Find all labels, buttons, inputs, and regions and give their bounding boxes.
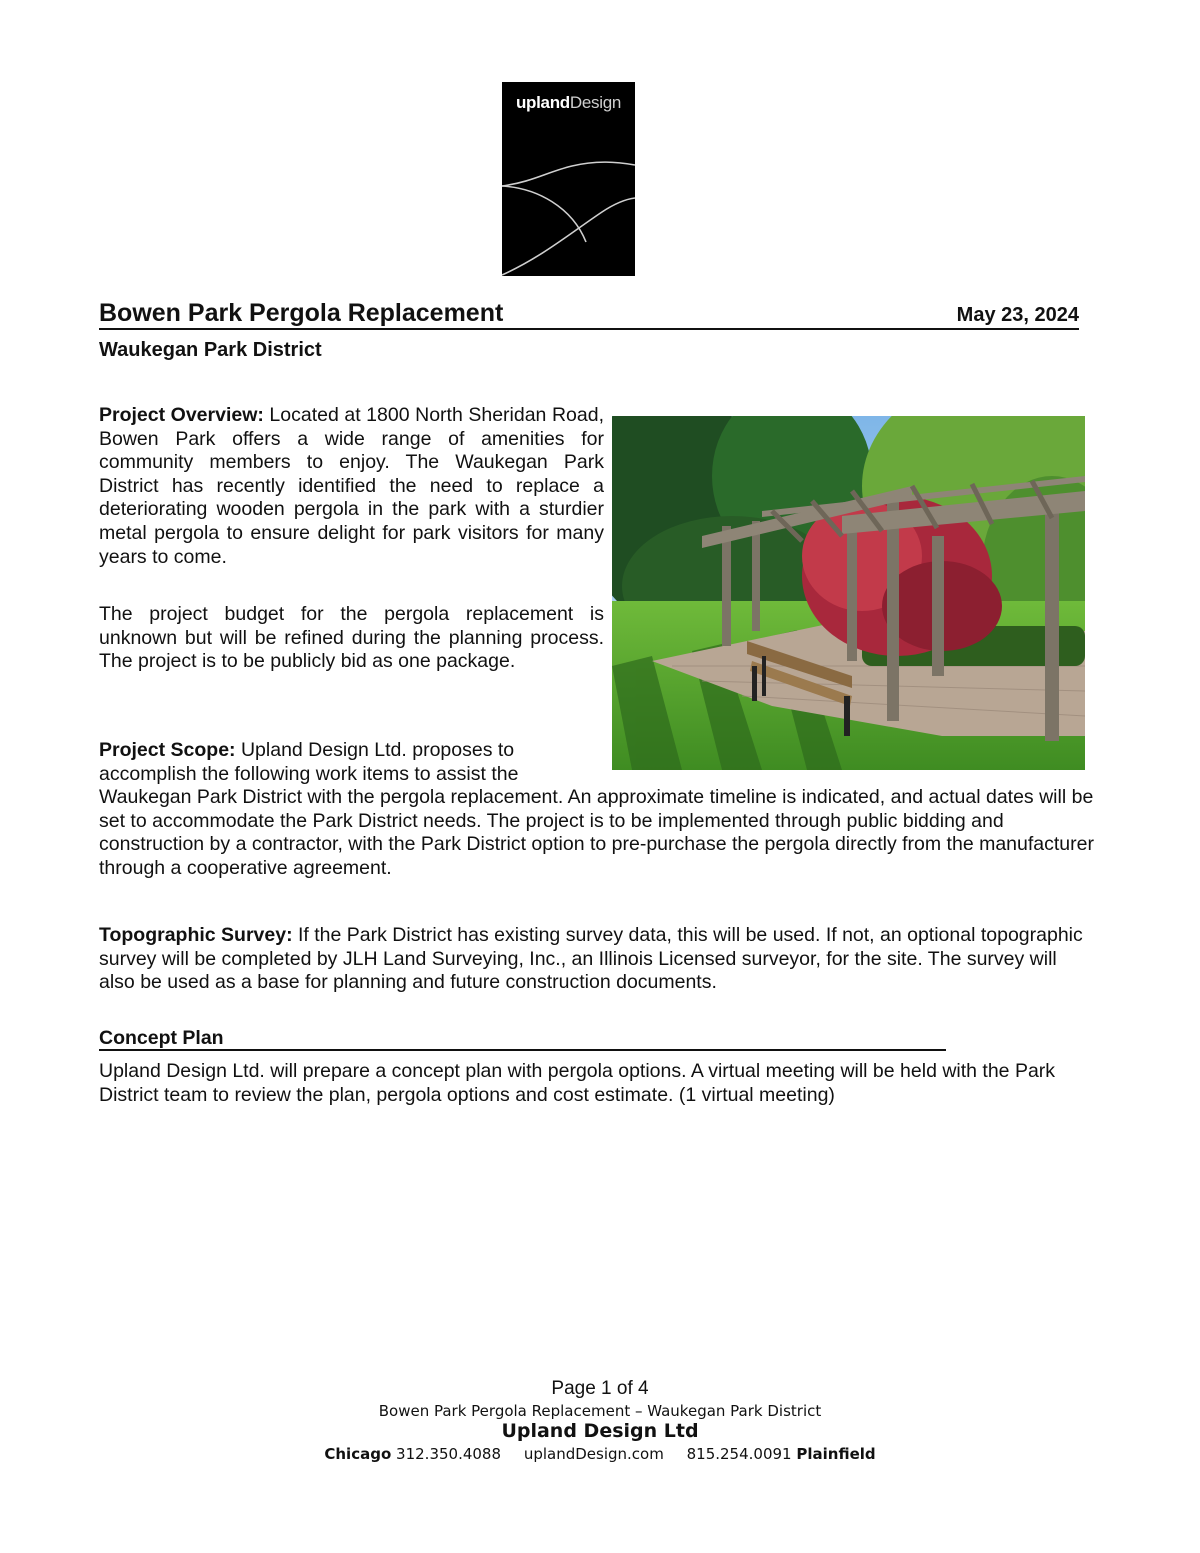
footer-document-title: Bowen Park Pergola Replacement – Waukegan Park District: [378, 1402, 822, 1420]
pergola-photo: [612, 416, 1085, 770]
footer-city-left: Chicago: [324, 1445, 392, 1463]
logo-wordmark: uplandDesign: [515, 93, 622, 112]
project-scope-paragraph: Waukegan Park District with the pergola replacement. An approximate timeline is indicated, and actual dates will be set to accommodate the Park District needs. The project is to be implemented through public bidding and construction by a contractor, with the Park District option to pre-purchase the pergola directly from the manufacturer through a cooperative agreement.: [99, 786, 1094, 879]
document-header: [99, 298, 1079, 330]
footer-phone-right: 815.254.0091: [686, 1445, 792, 1463]
page-number: Page 1 of 4: [551, 1378, 649, 1399]
project-overview-paragraph: [99, 404, 604, 569]
footer-contact-line: [0, 1445, 1200, 1463]
footer-website-link[interactable]: uplandDesign.com: [523, 1445, 664, 1463]
project-scope-lead: Project Scope: Upland Design Ltd. proposes to accomplish the following work items to assist the: [99, 739, 519, 785]
concept-plan-paragraph: Upland Design Ltd. will prepare a concept plan with pergola options. A virtual meeting will be held with the Park District team to review the plan, pergola options and cost estimate. (1 virtual meeting): [99, 1060, 1056, 1106]
page-title: Bowen Park Pergola Replacement: [99, 298, 1079, 330]
project-overview-text: Located at 1800 North Sheridan Road, Bowen Park offers a wide range of amenities for community members to enjoy. The Waukegan Park District has recently identified the need to replace a deteriorating wooden pergola in the park with a sturdier metal pergola to ensure delight for park visitors for many years to come.: [99, 404, 604, 568]
logo-hills-graphic: [502, 82, 635, 276]
project-overview-label: Project Overview:: [99, 404, 264, 426]
project-scope-label: Project Scope:: [99, 739, 236, 761]
budget-paragraph: The project budget for the pergola replacement is unknown but will be refined during the planning process. The project is to be publicly bid as one package.: [99, 603, 604, 673]
topographic-survey-label: Topographic Survey:: [99, 924, 293, 946]
company-logo: [502, 82, 635, 276]
footer-phone-left: 312.350.4088: [396, 1445, 502, 1463]
footer-company-name: Upland Design Ltd: [501, 1420, 699, 1442]
document-date: May 23, 2024: [956, 304, 1079, 326]
footer-city-right: Plainfield: [796, 1445, 876, 1463]
client-name: Waukegan Park District: [99, 339, 322, 361]
topographic-survey-paragraph: Topographic Survey: If the Park District has existing survey data, this will be used. If not, an optional topographic survey will be completed by JLH Land Surveying, Inc., an Illinois Licensed surveyor, for the site. The survey will also be used as a base for planning and future construction documents.: [99, 924, 1083, 994]
concept-plan-heading: Concept Plan: [99, 1027, 946, 1051]
